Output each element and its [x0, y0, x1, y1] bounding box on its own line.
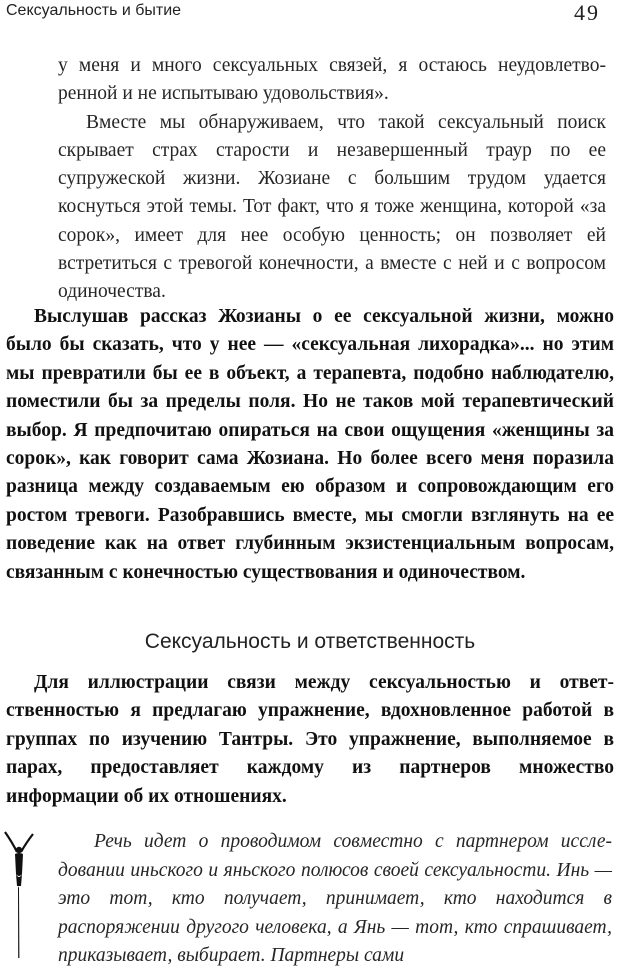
body-paragraph-2 — [6, 669, 614, 811]
page-number: 49 — [574, 0, 600, 25]
body-paragraph-2-text: Для иллюстрации связи между сексуальностью и ответственностью я предлагаю упражнение, вдохновленное работой в группах по изучению Тантры. Это упражнение, выполняемое в парах, предоставляет каждому из партнеров множество информации об их отношениях. — [6, 672, 614, 807]
client-quote-block — [58, 52, 606, 307]
dancer-figure-icon — [2, 830, 36, 960]
section-heading: Сексуальность и ответственность — [144, 630, 476, 653]
quote-paragraph-1: у меня и много сексуальных связей, я остаюсь неудовлетворенной и не испытываю удовольствия». — [58, 55, 606, 105]
quote-paragraph-2: Вместе мы обнаруживаем, что такой сексуальный поиск скрывает страх старости и незавершенный траур по ее супружеской жизни. Жозиане с большим трудом удается коснуться этой темы. Тот факт, что я тоже женщина, которой «за сорок», имеет для нее особую ценность; он позволяет ей встретиться с тревогой конечности, а вместе с ней и с вопросом одиночества. — [58, 111, 606, 303]
exercise-description — [58, 828, 612, 971]
running-header: Сексуальность и бытие — [6, 2, 182, 19]
exercise-text: Речь идет о проводимом совместно с партнером исследовании иньского и яньского полюсов своей сексуальности. Инь — это тот, кто получает, принимает, кто находится в распоряжении другого человека, а Янь — тот, кто спрашивает, приказывает, выбирает. Партнеры сами — [58, 831, 612, 966]
body-paragraph-1 — [6, 303, 614, 587]
body-paragraph-1-text: Выслушав рассказ Жозианы о ее сексуальной жизни, можно было бы сказать, что у нее — «сексуальная лихорадка»... но этим мы превратили бы ее в объект, а терапевта, подобно наблюдателю, поместили бы за пределы поля. Но не таков мой терапевтический выбор. Я предпочитаю опираться на свои ощущения «женщины за сорок», как говорит сама Жозиана. Но более всего меня поразила разница между создаваемым ею образом и сопровождающим его ростом тревоги. Разобравшись вместе, мы смогли взглянуть на ее поведение как на ответ глубинным экзистенциальным вопросам, связанным с конечностью существования и одиночеством. — [6, 306, 614, 583]
